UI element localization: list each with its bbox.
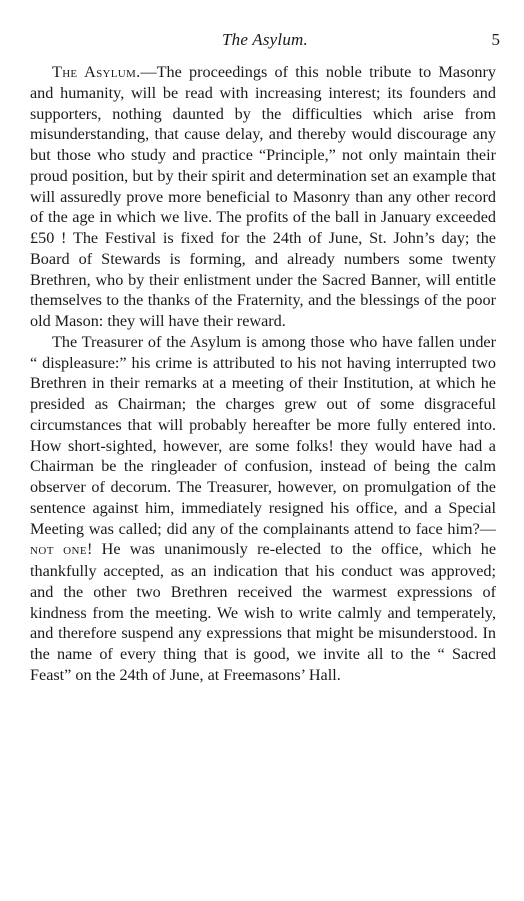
- paragraph-treasurer: [30, 332, 496, 686]
- paragraph-asylum-intro: [30, 62, 496, 332]
- paragraph-1-text: —The proceedings of this noble tribute to Masonry and humanity, will be read with increasing interest; its founders and supporters, nothing daunted by the difficulties which arise from misunderstanding, that cause delay, and thereby would discourage any but those who study and practice “Principle,” not only maintain their proud position, but by their spirit and determination set an example that will assuredly prove more beneficial to Masonry than any other record of the age in which we live. The profits of the ball in January exceeded £50 ! The Festival is fixed for the 24th of June, St. John’s day; the Board of Stewards is forming, and already numbers some twenty Brethren, who by their enlistment under the Sacred Banner, will entitle themselves to the thanks of the Fraternity, and the blessings of the poor old Mason: they will have their reward.: [30, 63, 496, 330]
- article-body: [30, 62, 496, 686]
- paragraph-2-text-before: The Treasurer of the Asylum is among those who have fallen under “ displeasure:” his crime is attributed to his not having interrupted two Brethren in their remarks at a meeting of their Institution, at which he presided as Chairman; the charges grew out of some disgraceful circumstances that will probably hereafter be more fully entered into. How short-sighted, however, are some folks! they would have had a Chairman be the ringleader of confusion, instead of being the calm observer of decorum. The Treasurer, however, on promulgation of the sentence against him, immediately resigned his office, and a Special Meeting was called; did any of the complainants attend to face him?—: [30, 332, 496, 538]
- paragraph-2-text-after: ! He was unanimously re-elected to the office, which he thankfully accepted, as an indication that his conduct was approved; and the other two Brethren received the warmest expressions of kindness from the meeting. We wish to write calmly and temperately, and therefore suspend any expressions that might be misunderstood. In the name of every thing that is good, we invite all to the “ Sacred Feast” on the 24th of June, at Freemasons’ Hall.: [30, 540, 497, 684]
- emphasis-not-one: not one: [30, 542, 87, 559]
- page-number: 5: [491, 30, 500, 49]
- running-head: [30, 30, 500, 52]
- section-lead-in: The Asylum.: [52, 63, 141, 81]
- running-title: The Asylum.: [222, 30, 308, 49]
